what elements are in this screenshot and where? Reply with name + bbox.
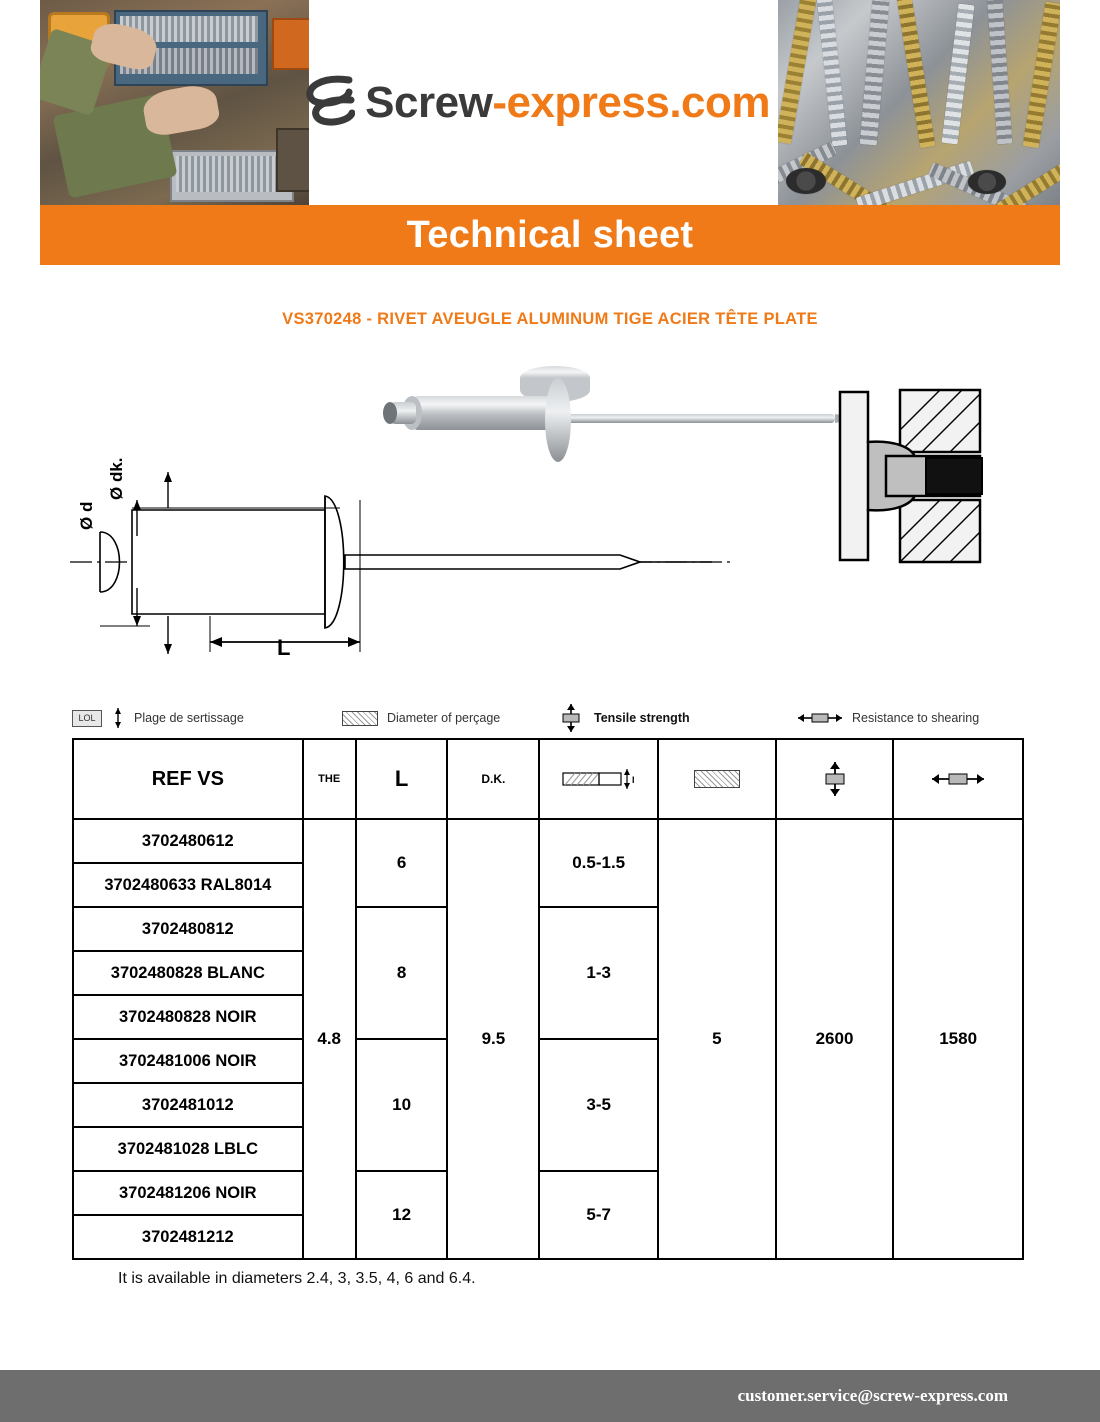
legend-label-drill: Diameter of perçage	[387, 711, 501, 725]
cell-grip: 5-7	[539, 1171, 658, 1259]
shear-resistance-icon	[930, 764, 986, 794]
specification-table	[72, 738, 1024, 1260]
cell-ref: 3702480828 NOIR	[73, 995, 303, 1039]
technical-drawing	[70, 472, 730, 654]
lol-icon: LOL	[72, 710, 102, 727]
label-length-l: L	[277, 635, 291, 660]
cell-tensile: 2600	[776, 819, 894, 1259]
header-shear-resistance	[893, 739, 1023, 819]
logo-area	[309, 0, 778, 205]
banner-title: Technical sheet	[406, 213, 694, 256]
cell-ref: 3702481012	[73, 1083, 303, 1127]
cell-length: 8	[356, 907, 448, 1039]
cell-length: 10	[356, 1039, 448, 1171]
grip-range-icon	[111, 707, 125, 729]
header-dk: D.K.	[447, 739, 539, 819]
cell-ref: 3702480812	[73, 907, 303, 951]
header-grip-range	[539, 739, 658, 819]
hatch-icon	[342, 711, 378, 726]
tensile-icon	[557, 703, 585, 733]
legend-item-shear	[797, 705, 979, 731]
swoosh-icon	[301, 72, 355, 134]
label-diameter-d: Ø d	[77, 501, 96, 530]
cell-drill: 5	[658, 819, 776, 1259]
table-row	[73, 819, 1023, 863]
legend-item-tensile	[557, 703, 797, 733]
cell-the: 4.8	[303, 819, 356, 1259]
page-title: VS370248 - RIVET AVEUGLE ALUMINUM TIGE ACIER TÊTE PLATE	[282, 310, 818, 328]
cell-length: 12	[356, 1171, 448, 1259]
cell-dk: 9.5	[447, 819, 539, 1259]
product-diagram	[40, 350, 1060, 690]
cell-ref: 3702480828 BLANC	[73, 951, 303, 995]
cell-shear: 1580	[893, 819, 1023, 1259]
cell-length: 6	[356, 819, 448, 907]
rivet-photo	[383, 366, 860, 462]
page-footer	[0, 1370, 1100, 1422]
legend-label-shear: Resistance to shearing	[852, 711, 980, 725]
table-header-row	[73, 739, 1023, 819]
footer-email[interactable]: customer.service@screw-express.com	[737, 1386, 1008, 1405]
cell-grip: 1-3	[539, 907, 658, 1039]
header-the: THE	[303, 739, 356, 819]
hatch-icon	[694, 770, 740, 788]
right-photo	[778, 0, 1060, 205]
header-l: L	[356, 739, 448, 819]
logo-text-accent: -express.com	[492, 77, 771, 127]
header-drill-diameter	[658, 739, 776, 819]
shear-icon	[797, 705, 843, 731]
legend-label-grip: Plage de sertissage	[134, 711, 244, 725]
tensile-strength-icon	[818, 760, 852, 798]
logo-wordmark	[365, 78, 770, 128]
header-ref: REF VS	[73, 739, 303, 819]
header-tensile-strength	[776, 739, 894, 819]
availability-note: It is available in diameters 2.4, 3, 3.5, 4, 6 and 6.4.	[118, 1270, 476, 1287]
cell-ref: 3702480612	[73, 819, 303, 863]
cell-ref: 3702480633 RAL8014	[73, 863, 303, 907]
svg-text:I: I	[631, 775, 635, 785]
legend-row	[72, 700, 1024, 736]
technical-sheet-banner	[40, 205, 1060, 265]
cell-grip: 3-5	[539, 1039, 658, 1171]
grip-range-icon	[561, 767, 637, 791]
cell-ref: 3702481212	[73, 1215, 303, 1259]
left-photo	[40, 0, 309, 205]
cell-ref: 3702481006 NOIR	[73, 1039, 303, 1083]
page-header	[40, 0, 1060, 205]
installed-section	[840, 390, 982, 562]
cell-ref: 3702481206 NOIR	[73, 1171, 303, 1215]
logo-text-primary: Screw	[365, 77, 493, 127]
label-diameter-dk: Ø dk.	[107, 457, 126, 500]
legend-item-grip	[72, 707, 342, 729]
cell-ref: 3702481028 LBLC	[73, 1127, 303, 1171]
legend-item-drill	[342, 711, 557, 726]
cell-grip: 0.5-1.5	[539, 819, 658, 907]
legend-label-tensile: Tensile strength	[594, 711, 690, 725]
